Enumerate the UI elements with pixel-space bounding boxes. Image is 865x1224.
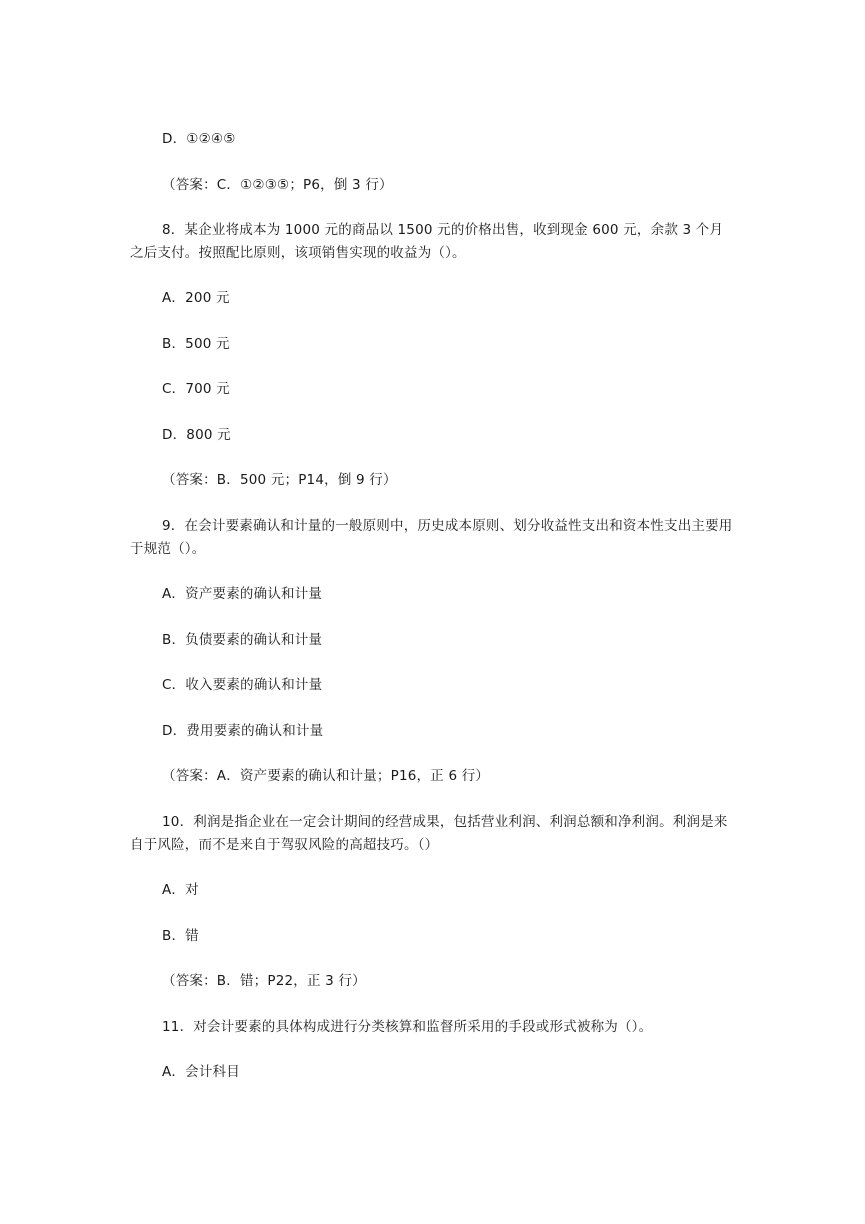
option-d: D．800 元 <box>162 427 231 443</box>
question-11: 11．对会计要素的具体构成进行分类核算和监督所采用的手段或形式被称为（）。 <box>162 1019 653 1035</box>
answer-line: （答案：B．500 元；P14，倒 9 行） <box>162 472 397 488</box>
option-b: B．500 元 <box>162 336 230 352</box>
question-8: 8．某企业将成本为 1000 元的商品以 1500 元的价格出售，收到现金 600 元，余款 3 个月之后支付。按照配比原则，该项销售实现的收益为（）。 <box>130 222 724 261</box>
option-d: D．①②④⑤ <box>162 131 236 147</box>
option-d: D．费用要素的确认和计量 <box>162 723 324 739</box>
option-c: C．收入要素的确认和计量 <box>162 677 323 693</box>
option-a: A．资产要素的确认和计量 <box>162 586 323 602</box>
option-b: B．错 <box>162 928 199 944</box>
answer-line: （答案：B．错；P22，正 3 行） <box>162 973 366 989</box>
question-9: 9．在会计要素确认和计量的一般原则中，历史成本原则、划分收益性支出和资本性支出主要用于规范（）。 <box>130 518 733 557</box>
option-c: C．700 元 <box>162 381 230 397</box>
answer-line: （答案：A．资产要素的确认和计量；P16，正 6 行） <box>162 768 490 784</box>
option-a: A．对 <box>162 882 199 898</box>
option-a: A．会计科目 <box>162 1064 240 1080</box>
option-a: A．200 元 <box>162 290 230 306</box>
question-10: 10．利润是指企业在一定会计期间的经营成果，包括营业利润、利润总额和净利润。利润是来自于风险，而不是来自于驾驭风险的高超技巧。（） <box>130 814 728 853</box>
option-b: B．负债要素的确认和计量 <box>162 632 323 648</box>
answer-line: （答案：C．①②③⑤；P6，倒 3 行） <box>162 177 393 193</box>
